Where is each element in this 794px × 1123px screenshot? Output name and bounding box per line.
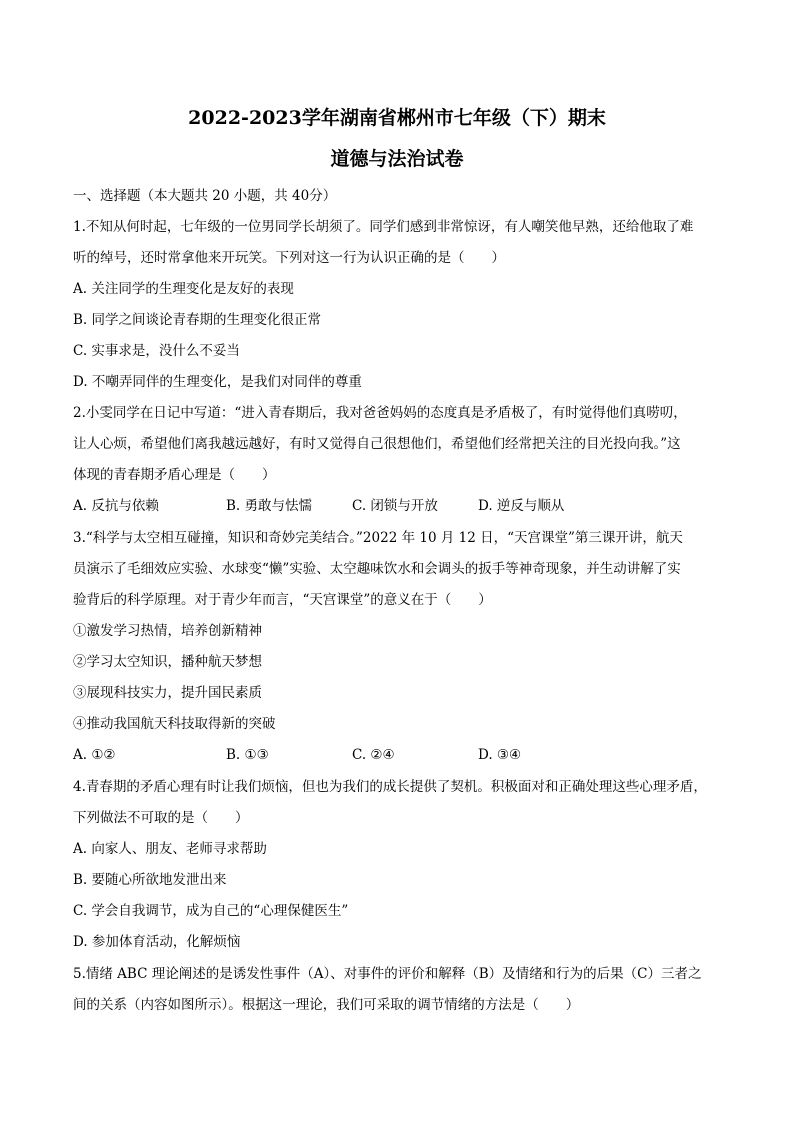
q2-option-d: D. 逆反与顺从 [478, 498, 565, 514]
q3-option-c: C. ②④ [352, 747, 395, 763]
q2-option-a: A. 反抗与依赖 [73, 498, 159, 514]
q4-option-c: C. 学会自我调节，成为自己的“心理保健医生” [73, 903, 349, 919]
q3-option-d: D. ③④ [478, 747, 522, 763]
exam-subtitle: 道德与法治试卷 [330, 148, 464, 170]
q3-option-a: A. ①② [73, 747, 116, 763]
q4-stem-line: 4.青春期的矛盾心理有时让我们烦恼，但也为我们的成长提供了契机。积极面对和正确处理这些心理矛盾， [73, 779, 707, 795]
q1-option-d: D. 不嘲弄同伴的生理变化，是我们对同伴的尊重 [73, 374, 362, 390]
q3-item: ③展现科技实力，提升国民素质 [73, 685, 262, 701]
section-heading: 一、选择题（本大题共 20 小题，共 40分） [73, 188, 337, 204]
q4-option-a: A. 向家人、朋友、老师寻求帮助 [73, 841, 267, 857]
q2-stem-line: 2.小雯同学在日记中写道：“进入青春期后，我对爸爸妈妈的态度真是矛盾极了，有时觉得他们真唠叨， [73, 405, 687, 421]
q5-stem-line: 5.情绪 ABC 理论阐述的是诱发性事件（A）、对事件的评价和解释（B）及情绪和行为的后果（C）三者之 [73, 966, 702, 982]
q2-options [73, 496, 733, 516]
q4-option-d: D. 参加体育活动，化解烦恼 [73, 934, 241, 950]
q3-stem-line: 3.“科学与太空相互碰撞，知识和奇妙完美结合。”2022 年 10 月 12 日，“天宫课堂”第三课开讲，航天 [73, 530, 683, 546]
q2-stem-line: 让人心烦，希望他们离我越远越好，有时又觉得自己很想他们，希望他们经常把关注的目光投向我。”这 [73, 436, 681, 452]
q1-stem-line: 听的绰号，还时常拿他来开玩笑。下列对这一行为认识正确的是（ ） [73, 250, 505, 266]
q1-option-b: B. 同学之间谈论青春期的生理变化很正常 [73, 312, 322, 328]
q4-stem-line: 下列做法不可取的是（ ） [73, 810, 249, 826]
q2-option-c: C. 闭锁与开放 [352, 498, 438, 514]
q1-option-c: C. 实事求是，没什么不妥当 [73, 343, 240, 359]
q2-stem-line: 体现的青春期矛盾心理是（ ） [73, 467, 276, 483]
q1-option-a: A. 关注同学的生理变化是友好的表现 [73, 281, 294, 297]
q3-stem-line: 员演示了毛细效应实验、水球变“懒”实验、太空趣味饮水和会调头的扳手等神奇现象，并生动讲解了实 [73, 561, 681, 577]
exam-title: 2022-2023学年湖南省郴州市七年级（下）期末 [188, 107, 606, 129]
q5-stem-line: 间的关系（内容如图所示）。根据这一理论，我们可采取的调节情绪的方法是（ ） [73, 997, 580, 1013]
q3-item: ①激发学习热情，培养创新精神 [73, 623, 262, 639]
q3-option-b: B. ①③ [226, 747, 269, 763]
q3-item: ②学习太空知识，播种航天梦想 [73, 654, 262, 670]
q3-stem-line: 验背后的科学原理。对于青少年而言，“天宫课堂”的意义在于（ ） [73, 592, 492, 608]
q3-item: ④推动我国航天科技取得新的突破 [73, 716, 276, 732]
q3-options [73, 745, 733, 765]
q1-stem-line: 1.不知从何时起，七年级的一位男同学长胡须了。同学们感到非常惊讶，有人嘲笑他早熟，还给他取了难 [73, 219, 694, 235]
q4-option-b: B. 要随心所欲地发泄出来 [73, 872, 227, 888]
q2-option-b: B. 勇敢与怯懦 [226, 498, 313, 514]
